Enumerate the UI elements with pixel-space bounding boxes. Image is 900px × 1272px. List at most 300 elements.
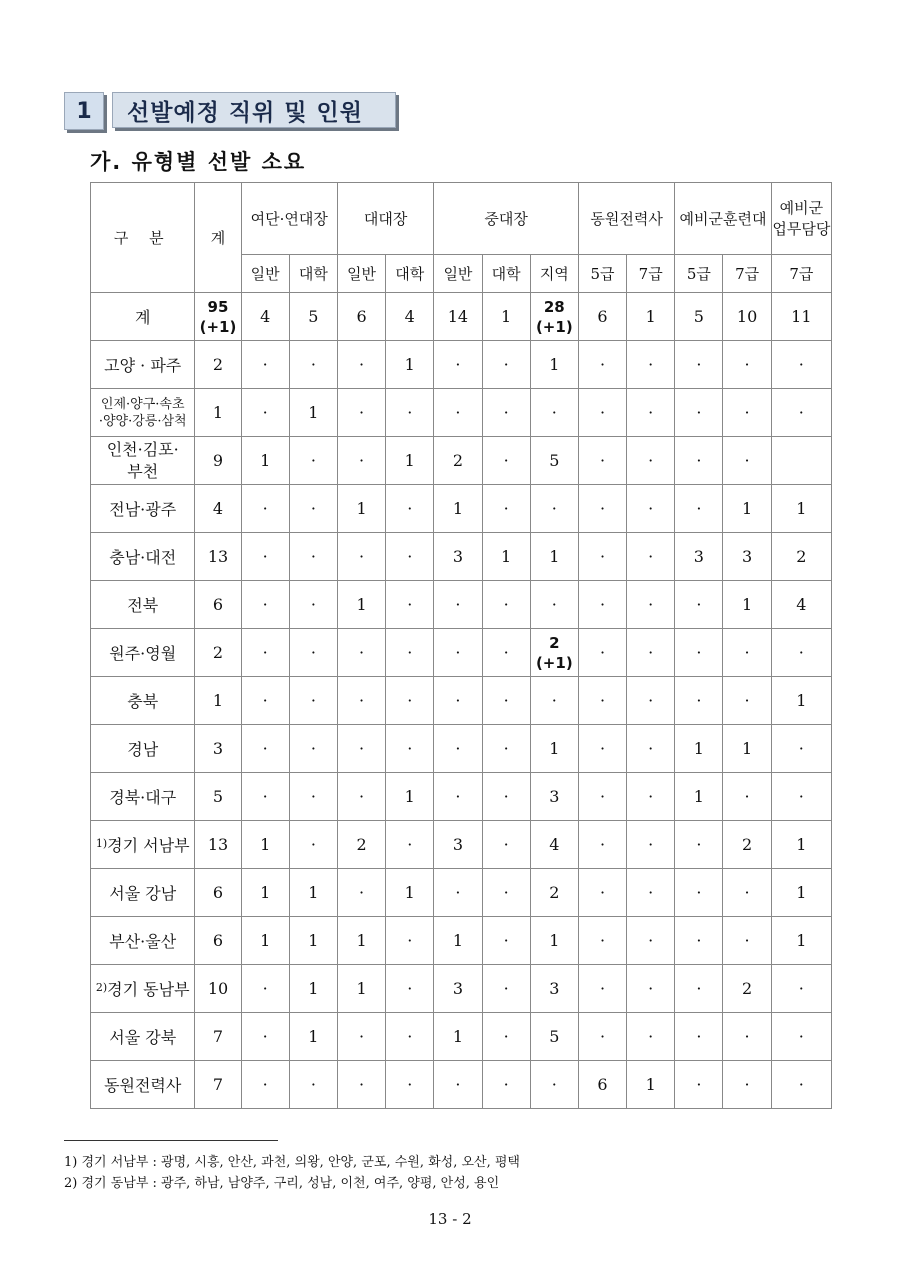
table-cell: 6 bbox=[337, 293, 385, 341]
row-total: 9 bbox=[195, 437, 241, 485]
table-cell: · bbox=[723, 677, 771, 725]
table-cell: 4 bbox=[771, 581, 831, 629]
table-cell: · bbox=[530, 581, 578, 629]
table-cell: · bbox=[771, 629, 831, 677]
table-cell: · bbox=[434, 341, 482, 389]
row-label-text: 인천·김포· 부천 bbox=[106, 439, 179, 481]
row-label bbox=[91, 581, 195, 629]
table-cell: · bbox=[627, 869, 675, 917]
table-cell: · bbox=[434, 773, 482, 821]
table-cell: · bbox=[627, 437, 675, 485]
table-cell: · bbox=[337, 629, 385, 677]
table-cell: · bbox=[675, 965, 723, 1013]
table-row bbox=[91, 533, 832, 581]
table-cell: · bbox=[675, 389, 723, 437]
table-cell: · bbox=[337, 677, 385, 725]
header-subcol: 일반 bbox=[337, 255, 385, 293]
header-group: 동원전력사 bbox=[578, 183, 674, 255]
table-cell: 3 bbox=[434, 965, 482, 1013]
table-cell: 1 bbox=[241, 917, 289, 965]
table-cell: 3 bbox=[434, 533, 482, 581]
table-cell: 6 bbox=[578, 1061, 626, 1109]
table-cell: · bbox=[241, 677, 289, 725]
row-label bbox=[91, 1013, 195, 1061]
table-cell: · bbox=[386, 533, 434, 581]
table-cell: · bbox=[289, 629, 337, 677]
table-cell: 1 bbox=[771, 917, 831, 965]
table-cell: · bbox=[482, 917, 530, 965]
row-total: 13 bbox=[195, 821, 241, 869]
row-label bbox=[91, 533, 195, 581]
table-cell: · bbox=[723, 341, 771, 389]
row-label bbox=[91, 293, 195, 341]
table-row bbox=[91, 437, 832, 485]
row-label bbox=[91, 677, 195, 725]
header-subcol: 7급 bbox=[723, 255, 771, 293]
header-group: 예비군훈련대 bbox=[675, 183, 771, 255]
row-total: 2 bbox=[195, 341, 241, 389]
table-cell: · bbox=[675, 677, 723, 725]
table-cell: 1 bbox=[723, 581, 771, 629]
table-row bbox=[91, 485, 832, 533]
table-cell: · bbox=[675, 1061, 723, 1109]
footnote: 2) 경기 동남부 : 광주, 하남, 남양주, 구리, 성남, 이천, 여주, 양평, 안성, 용인 bbox=[64, 1176, 500, 1191]
table-cell: 1 bbox=[337, 965, 385, 1013]
table-cell: 2 bbox=[530, 869, 578, 917]
table-cell: 28 (+1) bbox=[530, 293, 578, 341]
table-cell: · bbox=[289, 533, 337, 581]
table-cell: · bbox=[771, 389, 831, 437]
table-cell: · bbox=[578, 773, 626, 821]
table-cell: · bbox=[627, 341, 675, 389]
table-cell: · bbox=[771, 725, 831, 773]
table-cell: · bbox=[289, 725, 337, 773]
table-cell: · bbox=[578, 533, 626, 581]
table-cell: · bbox=[578, 1013, 626, 1061]
table-cell: · bbox=[771, 341, 831, 389]
table-cell: · bbox=[627, 773, 675, 821]
table-cell: 2 bbox=[723, 821, 771, 869]
table-row bbox=[91, 965, 832, 1013]
table-cell: · bbox=[627, 821, 675, 869]
row-label-text: 경북·대구 bbox=[109, 788, 177, 807]
table-cell: 1 bbox=[530, 917, 578, 965]
table-cell: 3 bbox=[530, 965, 578, 1013]
selection-table bbox=[90, 182, 832, 1109]
table-cell: · bbox=[675, 821, 723, 869]
table-cell: 1 bbox=[241, 869, 289, 917]
table-cell: 1 bbox=[289, 917, 337, 965]
table-cell: · bbox=[241, 485, 289, 533]
table-cell: · bbox=[241, 533, 289, 581]
table-cell: · bbox=[241, 773, 289, 821]
table-cell: · bbox=[241, 581, 289, 629]
row-total: 6 bbox=[195, 581, 241, 629]
table-cell: · bbox=[723, 389, 771, 437]
table-cell: 1 bbox=[723, 725, 771, 773]
table-cell: · bbox=[289, 773, 337, 821]
row-label-text: 경기 서남부 bbox=[107, 836, 190, 855]
header-category: 구 분 bbox=[91, 183, 195, 293]
row-label bbox=[91, 725, 195, 773]
table-cell: · bbox=[675, 629, 723, 677]
table-cell: 1 bbox=[482, 533, 530, 581]
section-number: 1 bbox=[64, 92, 104, 130]
table-row bbox=[91, 629, 832, 677]
header-subcol: 7급 bbox=[771, 255, 831, 293]
row-label-text: 계 bbox=[134, 308, 151, 327]
table-cell: · bbox=[578, 821, 626, 869]
table-cell: 10 bbox=[723, 293, 771, 341]
table-cell: · bbox=[386, 677, 434, 725]
header-subcol: 5급 bbox=[578, 255, 626, 293]
table-cell: · bbox=[386, 725, 434, 773]
table-cell: 1 bbox=[434, 917, 482, 965]
table-cell: · bbox=[627, 629, 675, 677]
table-cell: · bbox=[337, 1061, 385, 1109]
table-cell: · bbox=[723, 629, 771, 677]
table-cell: 1 bbox=[771, 821, 831, 869]
header-subcol: 일반 bbox=[241, 255, 289, 293]
table-cell: 1 bbox=[771, 677, 831, 725]
table-cell: · bbox=[434, 725, 482, 773]
row-label-text: 서울 강남 bbox=[109, 884, 177, 903]
header-subcol: 대학 bbox=[482, 255, 530, 293]
table-cell: 4 bbox=[530, 821, 578, 869]
table-cell: 1 bbox=[675, 773, 723, 821]
section-title: 선발예정 직위 및 인원 bbox=[112, 92, 396, 128]
row-label-text: 전북 bbox=[127, 596, 159, 615]
table-cell: · bbox=[337, 533, 385, 581]
table-cell: · bbox=[386, 581, 434, 629]
row-total: 7 bbox=[195, 1061, 241, 1109]
row-label bbox=[91, 869, 195, 917]
row-total: 6 bbox=[195, 869, 241, 917]
table-cell: · bbox=[337, 773, 385, 821]
table-cell: · bbox=[434, 389, 482, 437]
table-cell: · bbox=[482, 821, 530, 869]
table-cell: 1 bbox=[289, 869, 337, 917]
table-cell: · bbox=[482, 1061, 530, 1109]
table-cell: 1 bbox=[530, 533, 578, 581]
table-cell: · bbox=[723, 1013, 771, 1061]
table-cell: 1 bbox=[675, 725, 723, 773]
table-cell: · bbox=[289, 581, 337, 629]
table-cell: · bbox=[578, 725, 626, 773]
row-label-text: 원주·영월 bbox=[109, 644, 177, 663]
table-cell: · bbox=[337, 437, 385, 485]
table-cell: · bbox=[675, 917, 723, 965]
row-label bbox=[91, 341, 195, 389]
table-cell: · bbox=[386, 629, 434, 677]
table-cell: · bbox=[289, 1061, 337, 1109]
table-cell: 3 bbox=[723, 533, 771, 581]
table-cell: · bbox=[675, 581, 723, 629]
table-cell: · bbox=[434, 1061, 482, 1109]
table-cell: · bbox=[241, 341, 289, 389]
table-cell: 14 bbox=[434, 293, 482, 341]
table-cell: 2 bbox=[723, 965, 771, 1013]
table-cell: · bbox=[289, 341, 337, 389]
header-subcol: 지역 bbox=[530, 255, 578, 293]
row-label-text: 서울 강북 bbox=[109, 1028, 177, 1047]
table-cell: · bbox=[386, 1013, 434, 1061]
table-cell: · bbox=[386, 1061, 434, 1109]
row-label bbox=[91, 821, 195, 869]
table-cell: 1 bbox=[386, 341, 434, 389]
table-cell: · bbox=[675, 485, 723, 533]
table-row bbox=[91, 677, 832, 725]
table-cell: 1 bbox=[241, 437, 289, 485]
table-cell: · bbox=[627, 725, 675, 773]
table-cell: · bbox=[578, 917, 626, 965]
table-cell: 3 bbox=[675, 533, 723, 581]
table-cell: 1 bbox=[771, 869, 831, 917]
table-cell: · bbox=[386, 821, 434, 869]
row-total: 4 bbox=[195, 485, 241, 533]
table-cell: 1 bbox=[289, 1013, 337, 1061]
footnote-marker: 1) bbox=[95, 837, 108, 850]
table-cell: · bbox=[289, 437, 337, 485]
table-cell: 1 bbox=[386, 869, 434, 917]
table-row bbox=[91, 581, 832, 629]
table-cell: · bbox=[771, 1013, 831, 1061]
row-total: 10 bbox=[195, 965, 241, 1013]
table-cell: · bbox=[578, 869, 626, 917]
table-cell: · bbox=[530, 485, 578, 533]
table-cell: 1 bbox=[386, 773, 434, 821]
table-cell: · bbox=[289, 821, 337, 869]
row-label-text: 고양 · 파주 bbox=[104, 356, 182, 375]
table-cell: · bbox=[337, 341, 385, 389]
table-cell: 2 bbox=[771, 533, 831, 581]
table-cell: · bbox=[578, 581, 626, 629]
row-label bbox=[91, 629, 195, 677]
table-cell: 1 bbox=[627, 293, 675, 341]
table-cell: · bbox=[627, 917, 675, 965]
table-cell: · bbox=[723, 1061, 771, 1109]
footnote-rule bbox=[64, 1140, 278, 1141]
table-cell: · bbox=[578, 389, 626, 437]
table-cell: 5 bbox=[530, 437, 578, 485]
table-cell: 5 bbox=[530, 1013, 578, 1061]
page-number: 13 - 2 bbox=[428, 1210, 472, 1228]
table-cell: 3 bbox=[530, 773, 578, 821]
table-cell bbox=[771, 437, 831, 485]
header-group: 대대장 bbox=[337, 183, 433, 255]
table-cell: · bbox=[627, 965, 675, 1013]
table-cell: · bbox=[434, 581, 482, 629]
table-cell: · bbox=[241, 1013, 289, 1061]
table-cell: 4 bbox=[241, 293, 289, 341]
table-cell: 5 bbox=[289, 293, 337, 341]
table-cell: · bbox=[482, 773, 530, 821]
header-subcol: 대학 bbox=[386, 255, 434, 293]
table-cell: · bbox=[627, 677, 675, 725]
table-cell: 4 bbox=[386, 293, 434, 341]
table-cell: · bbox=[337, 1013, 385, 1061]
table-cell: 2 bbox=[337, 821, 385, 869]
table-cell: · bbox=[241, 629, 289, 677]
row-label bbox=[91, 485, 195, 533]
header-group: 여단·연대장 bbox=[241, 183, 337, 255]
table-cell: · bbox=[241, 965, 289, 1013]
table-cell: · bbox=[337, 869, 385, 917]
row-label bbox=[91, 1061, 195, 1109]
row-total: 95 (+1) bbox=[195, 293, 241, 341]
table-cell: 2 bbox=[434, 437, 482, 485]
row-total: 2 bbox=[195, 629, 241, 677]
table-cell: 1 bbox=[627, 1061, 675, 1109]
footnote-marker: 2) bbox=[95, 981, 108, 994]
table-row bbox=[91, 389, 832, 437]
header-subcol: 일반 bbox=[434, 255, 482, 293]
table-cell: · bbox=[675, 1013, 723, 1061]
table-cell: · bbox=[627, 485, 675, 533]
table-cell: · bbox=[578, 965, 626, 1013]
table-cell: · bbox=[337, 725, 385, 773]
table-cell: · bbox=[386, 965, 434, 1013]
table-cell: 1 bbox=[771, 485, 831, 533]
row-label bbox=[91, 773, 195, 821]
row-label-text: 인제·양구·속초 ·양양·강릉·삼척 bbox=[98, 396, 187, 429]
row-label-text: 충남·대전 bbox=[109, 548, 177, 567]
row-total: 3 bbox=[195, 725, 241, 773]
table-cell: 1 bbox=[482, 293, 530, 341]
header-total: 계 bbox=[195, 183, 241, 293]
table-cell: 3 bbox=[434, 821, 482, 869]
table-cell: · bbox=[530, 389, 578, 437]
table-cell: · bbox=[771, 773, 831, 821]
table-row bbox=[91, 917, 832, 965]
table-cell: 6 bbox=[578, 293, 626, 341]
table-cell: · bbox=[241, 725, 289, 773]
table-cell: · bbox=[241, 389, 289, 437]
table-row bbox=[91, 293, 832, 341]
table-cell: 1 bbox=[723, 485, 771, 533]
table-cell: · bbox=[627, 389, 675, 437]
row-total: 7 bbox=[195, 1013, 241, 1061]
table-cell: · bbox=[482, 389, 530, 437]
subheading: 가. 유형별 선발 소요 bbox=[90, 150, 307, 174]
table-row bbox=[91, 869, 832, 917]
table-cell: · bbox=[530, 677, 578, 725]
table-cell: 1 bbox=[289, 965, 337, 1013]
section-header bbox=[64, 92, 398, 130]
table-cell: · bbox=[771, 965, 831, 1013]
header-subcol: 7급 bbox=[627, 255, 675, 293]
header-group: 예비군 업무담당 bbox=[771, 183, 831, 255]
table-cell: · bbox=[627, 1013, 675, 1061]
table-cell: · bbox=[482, 629, 530, 677]
table-row bbox=[91, 1013, 832, 1061]
table-row bbox=[91, 725, 832, 773]
row-label bbox=[91, 389, 195, 437]
table-cell: · bbox=[675, 869, 723, 917]
table-cell: · bbox=[578, 629, 626, 677]
table-cell: · bbox=[386, 485, 434, 533]
table-cell: · bbox=[627, 581, 675, 629]
row-label-text: 경기 동남부 bbox=[107, 980, 190, 999]
table-cell: 1 bbox=[337, 485, 385, 533]
table-cell: · bbox=[723, 917, 771, 965]
table-cell: 1 bbox=[434, 485, 482, 533]
row-label-text: 전남·광주 bbox=[109, 500, 177, 519]
table-cell: · bbox=[386, 917, 434, 965]
table-cell: 5 bbox=[675, 293, 723, 341]
table-cell: · bbox=[482, 581, 530, 629]
row-label-text: 경남 bbox=[127, 740, 159, 759]
table-cell: · bbox=[482, 725, 530, 773]
table-cell: · bbox=[723, 773, 771, 821]
row-total: 1 bbox=[195, 677, 241, 725]
table-cell: · bbox=[482, 485, 530, 533]
table-cell: 1 bbox=[530, 725, 578, 773]
table-cell: 11 bbox=[771, 293, 831, 341]
row-label bbox=[91, 437, 195, 485]
row-label-text: 충북 bbox=[127, 692, 159, 711]
table-cell: · bbox=[434, 629, 482, 677]
table-cell: · bbox=[241, 1061, 289, 1109]
row-total: 5 bbox=[195, 773, 241, 821]
header-subcol: 5급 bbox=[675, 255, 723, 293]
table-cell: · bbox=[289, 677, 337, 725]
table-cell: · bbox=[482, 1013, 530, 1061]
row-label bbox=[91, 965, 195, 1013]
table-cell: · bbox=[482, 965, 530, 1013]
table-cell: 1 bbox=[386, 437, 434, 485]
table-cell: · bbox=[723, 869, 771, 917]
table-cell: 1 bbox=[530, 341, 578, 389]
table-row bbox=[91, 821, 832, 869]
table-cell: · bbox=[771, 1061, 831, 1109]
table-cell: 1 bbox=[434, 1013, 482, 1061]
row-label-text: 부산·울산 bbox=[109, 932, 177, 951]
row-total: 6 bbox=[195, 917, 241, 965]
table-cell: · bbox=[578, 485, 626, 533]
table-cell: · bbox=[482, 677, 530, 725]
table-cell: · bbox=[434, 869, 482, 917]
table-row bbox=[91, 773, 832, 821]
table-cell: · bbox=[675, 341, 723, 389]
table-cell: 1 bbox=[241, 821, 289, 869]
table-cell: · bbox=[386, 389, 434, 437]
table-cell: · bbox=[578, 677, 626, 725]
table-cell: · bbox=[675, 437, 723, 485]
table-cell: · bbox=[434, 677, 482, 725]
table-cell: 1 bbox=[337, 917, 385, 965]
row-total: 13 bbox=[195, 533, 241, 581]
table-cell: · bbox=[482, 869, 530, 917]
header-group: 중대장 bbox=[434, 183, 579, 255]
table-cell: 1 bbox=[337, 581, 385, 629]
table-cell: 2 (+1) bbox=[530, 629, 578, 677]
table-cell: · bbox=[482, 437, 530, 485]
table-cell: · bbox=[578, 437, 626, 485]
table-cell: 1 bbox=[289, 389, 337, 437]
table-cell: · bbox=[723, 437, 771, 485]
table-cell: · bbox=[627, 533, 675, 581]
table-cell: · bbox=[530, 1061, 578, 1109]
table-cell: · bbox=[482, 341, 530, 389]
table-cell: · bbox=[289, 485, 337, 533]
table-row bbox=[91, 1061, 832, 1109]
row-label bbox=[91, 917, 195, 965]
row-label-text: 동원전력사 bbox=[104, 1076, 182, 1095]
footnote: 1) 경기 서남부 : 광명, 시흥, 안산, 과천, 의왕, 안양, 군포, 수원, 화성, 오산, 평택 bbox=[64, 1155, 520, 1170]
row-total: 1 bbox=[195, 389, 241, 437]
table-cell: · bbox=[578, 341, 626, 389]
